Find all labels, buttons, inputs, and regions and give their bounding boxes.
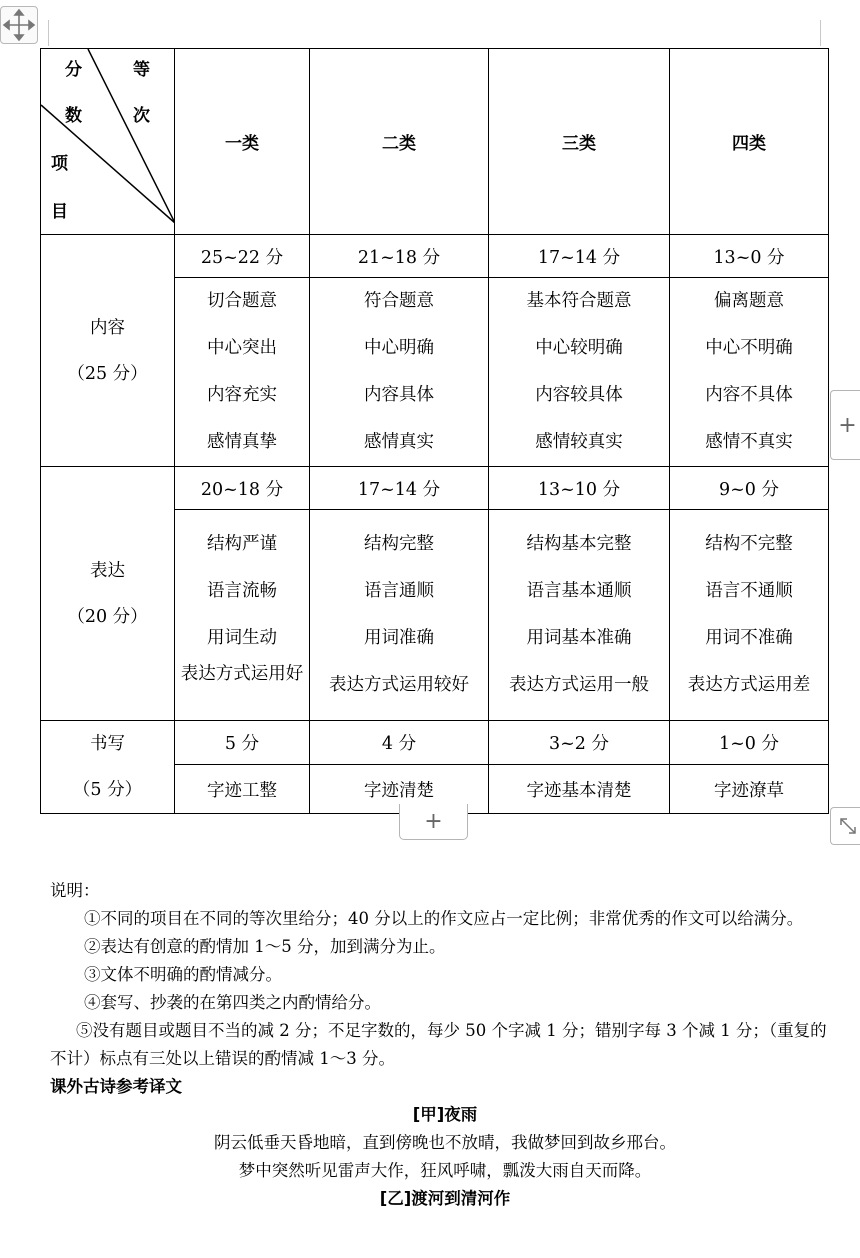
move-arrows-icon (1, 7, 37, 43)
diagonal-header-cell (41, 49, 175, 235)
poem-line: 阴云低垂天昏地暗，直到傍晚也不放晴，我做梦回到故乡邢台。 (214, 1133, 676, 1152)
desc-line: 内容充实 (207, 385, 277, 405)
expression-score-row (41, 467, 829, 510)
table-resize-handle[interactable] (830, 807, 860, 845)
desc-cell (670, 278, 829, 467)
score-cell: 20~18 分 (175, 467, 310, 510)
desc-line: 中心不明确 (705, 338, 793, 358)
desc-line: 表达方式运用好 (180, 664, 304, 684)
score-cell: 13~0 分 (670, 235, 829, 278)
desc-line: 感情真挚 (207, 432, 277, 452)
desc-line: 结构完整 (364, 534, 434, 554)
section-title: 课外古诗参考译文 (50, 1077, 182, 1096)
desc-line: 表达方式运用一般 (509, 675, 649, 695)
desc-cell (175, 510, 310, 721)
desc-line: 语言不通顺 (705, 581, 793, 601)
desc-cell: 字迹清楚 (310, 765, 489, 814)
desc-line: 用词生动 (207, 628, 277, 648)
desc-cell (310, 278, 489, 467)
desc-line: 结构基本完整 (526, 534, 632, 554)
score-cell: 1~0 分 (670, 721, 829, 765)
note-item: ①不同的项目在不同的等次里给分；40 分以上的作文应占一定比例；非常优秀的作文可以给满分。 (84, 909, 804, 928)
desc-line: 基本符合题意 (526, 291, 632, 311)
score-cell: 5 分 (175, 721, 310, 765)
corner-mu: 目 (51, 202, 68, 222)
desc-cell (489, 278, 670, 467)
score-cell: 9~0 分 (670, 467, 829, 510)
margin-mark-left (48, 20, 49, 46)
resize-diagonal-icon (837, 815, 859, 837)
desc-line: 用词基本准确 (526, 628, 632, 648)
desc-line: 用词准确 (364, 628, 434, 648)
desc-line: 感情不真实 (705, 432, 793, 452)
desc-line: 中心明确 (364, 338, 434, 358)
score-cell: 25~22 分 (175, 235, 310, 278)
desc-line: 偏离题意 (714, 291, 784, 311)
margin-mark-right (820, 20, 821, 46)
score-cell: 17~14 分 (489, 235, 670, 278)
desc-line: 内容不具体 (705, 385, 793, 405)
poem-title: [乙]渡河到清河作 (379, 1189, 511, 1208)
score-cell: 3~2 分 (489, 721, 670, 765)
desc-line: 语言基本通顺 (526, 581, 632, 601)
desc-line: 表达方式运用较好 (329, 675, 469, 695)
score-cell: 21~18 分 (310, 235, 489, 278)
content-points: （25 分） (67, 363, 148, 384)
note-item: ②表达有创意的酌情加 1～5 分，加到满分为止。 (84, 937, 446, 956)
content-title-cell (41, 235, 175, 467)
corner-fen: 分 (65, 60, 82, 80)
desc-cell: 字迹工整 (175, 765, 310, 814)
desc-cell (310, 510, 489, 721)
desc-cell (489, 510, 670, 721)
desc-line: 结构严谨 (207, 534, 277, 554)
note-item: ④套写、抄袭的在第四类之内酌情给分。 (84, 993, 381, 1012)
desc-line: 感情真实 (364, 432, 434, 452)
note-item: ⑤没有题目或题目不当的减 2 分；不足字数的，每少 50 个字减 1 分；错别字每 3 个减 1 分；（重复的不计）标点有三处以上错误的酌情减 1～3 分。 (50, 1021, 827, 1068)
plus-icon: + (838, 412, 857, 438)
writing-score-row (41, 721, 829, 765)
desc-line: 中心突出 (207, 338, 277, 358)
desc-line: 用词不准确 (705, 628, 793, 648)
expression-title: 表达 (90, 560, 125, 581)
desc-line: 语言通顺 (364, 581, 434, 601)
content-title: 内容 (90, 317, 125, 338)
corner-shu: 数 (65, 106, 82, 126)
expression-title-cell (41, 467, 175, 721)
desc-line: 中心较明确 (535, 338, 623, 358)
desc-line: 内容较具体 (535, 385, 623, 405)
desc-cell (175, 278, 310, 467)
scoring-rubric-table (40, 48, 829, 814)
writing-title-cell (41, 721, 175, 814)
level-header: 二类 (310, 49, 489, 235)
score-cell: 13~10 分 (489, 467, 670, 510)
desc-cell (670, 510, 829, 721)
desc-line: 表达方式运用差 (687, 675, 811, 695)
corner-xiang: 项 (51, 154, 68, 174)
note-item: ③文体不明确的酌情减分。 (84, 965, 282, 984)
corner-deng: 等 (133, 60, 150, 80)
desc-line: 切合题意 (207, 291, 277, 311)
writing-points: （5 分） (72, 780, 143, 800)
table-move-handle[interactable] (0, 6, 38, 44)
level-header: 三类 (489, 49, 670, 235)
desc-line: 语言流畅 (207, 581, 277, 601)
poem-line: 梦中突然听见雷声大作，狂风呼啸，瓢泼大雨自天而降。 (238, 1161, 652, 1180)
writing-title: 书写 (90, 734, 125, 754)
header-row (41, 49, 829, 235)
level-header: 四类 (670, 49, 829, 235)
desc-line: 符合题意 (364, 291, 434, 311)
add-column-button[interactable] (830, 390, 860, 460)
score-cell: 17~14 分 (310, 467, 489, 510)
plus-icon: + (424, 809, 443, 834)
content-score-row (41, 235, 829, 278)
desc-line: 结构不完整 (705, 534, 793, 554)
desc-line: 内容具体 (364, 385, 434, 405)
score-cell: 4 分 (310, 721, 489, 765)
add-row-button[interactable] (399, 804, 468, 840)
poem-title: [甲]夜雨 (412, 1105, 478, 1124)
desc-line: 感情较真实 (535, 432, 623, 452)
level-header: 一类 (175, 49, 310, 235)
desc-cell: 字迹基本清楚 (489, 765, 670, 814)
desc-cell: 字迹潦草 (670, 765, 829, 814)
corner-ci: 次 (133, 106, 150, 126)
notes-heading: 说明： (50, 881, 100, 900)
expression-points: （20 分） (67, 606, 148, 627)
notes-section (50, 877, 840, 1213)
